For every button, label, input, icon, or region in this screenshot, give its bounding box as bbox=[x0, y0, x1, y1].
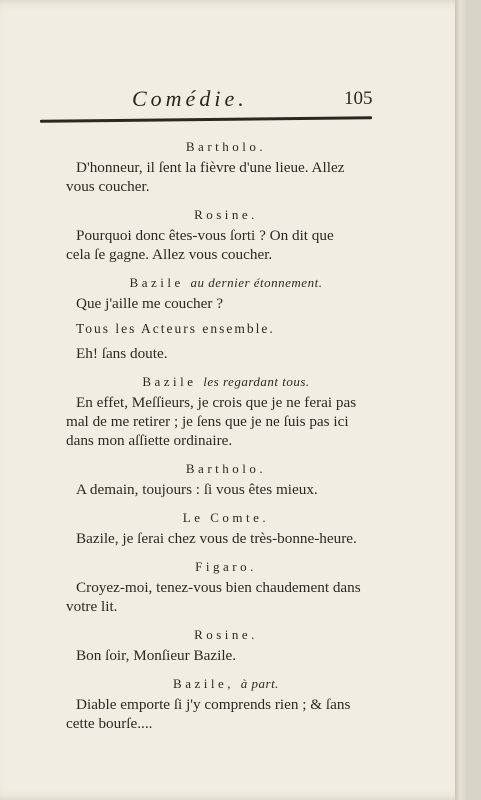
dialogue-line: Pourquoi donc êtes-vous ſorti ? On dit que bbox=[76, 227, 334, 244]
dialogue-line: vous coucher. bbox=[66, 178, 150, 195]
dialogue-line: dans mon aſſiette ordinaire. bbox=[66, 432, 233, 449]
dialogue-line: mal de me retirer ; je ſens que je ne ſuis pas ici bbox=[66, 413, 349, 430]
speaker-heading bbox=[66, 273, 386, 292]
speaker-heading bbox=[66, 205, 386, 224]
dialogue-line: votre lit. bbox=[66, 598, 118, 615]
running-title: Comédie. bbox=[132, 86, 248, 111]
stage-direction: à part. bbox=[240, 676, 279, 691]
dialogue-line: Diable emporte ſi j'y comprends rien ; & ſans bbox=[76, 696, 351, 713]
ensemble-heading: Tous les Acteurs ensemble. bbox=[76, 321, 275, 336]
speaker-name: Rosine. bbox=[194, 627, 258, 642]
dialogue-line: En effet, Meſſieurs, je crois que je ne ferai pas bbox=[76, 394, 357, 411]
dialogue-line: Que j'aille me coucher ? bbox=[76, 295, 223, 312]
page-number: 105 bbox=[344, 88, 373, 109]
dialogue-line: cela ſe gagne. Allez vous coucher. bbox=[66, 246, 273, 263]
dialogue-line: cette bourſe.... bbox=[66, 715, 153, 732]
speaker-name: Bartholo. bbox=[185, 461, 267, 476]
dialogue-text bbox=[66, 128, 386, 733]
dialogue-line: D'honneur, il ſent la fièvre d'une lieue. Allez bbox=[76, 159, 345, 176]
speaker-heading bbox=[66, 137, 386, 156]
speaker-name: Rosine. bbox=[194, 207, 258, 222]
speaker-name: Bazile, bbox=[173, 676, 235, 691]
speaker-heading bbox=[66, 625, 386, 644]
page-gutter bbox=[455, 0, 468, 800]
speaker-heading bbox=[66, 459, 386, 478]
speaker-name: Bazile bbox=[129, 275, 184, 290]
dialogue-line: Bon ſoir, Monſieur Bazile. bbox=[76, 647, 237, 664]
dialogue-line: Eh! ſans doute. bbox=[76, 345, 168, 362]
dialogue-line: Croyez-moi, tenez-vous bien chaudement dans bbox=[76, 579, 361, 596]
speaker-name: Le Comte. bbox=[182, 510, 270, 525]
header-rule bbox=[40, 116, 372, 122]
speaker-name: Bazile bbox=[142, 374, 197, 389]
stage-direction: les regardant tous. bbox=[203, 374, 310, 389]
speaker-name: Figaro. bbox=[195, 559, 257, 574]
speaker-heading bbox=[66, 557, 386, 576]
speaker-heading bbox=[66, 372, 386, 391]
running-header bbox=[40, 86, 380, 112]
speaker-name: Bartholo. bbox=[185, 139, 267, 154]
dialogue-line: Bazile, je ſerai chez vous de très-bonne-heure. bbox=[76, 530, 357, 547]
stage-direction: au dernier étonnement. bbox=[190, 275, 323, 290]
speaker-heading bbox=[66, 508, 386, 527]
dialogue-line: A demain, toujours : ſi vous êtes mieux. bbox=[76, 481, 318, 498]
speaker-heading bbox=[66, 674, 386, 693]
